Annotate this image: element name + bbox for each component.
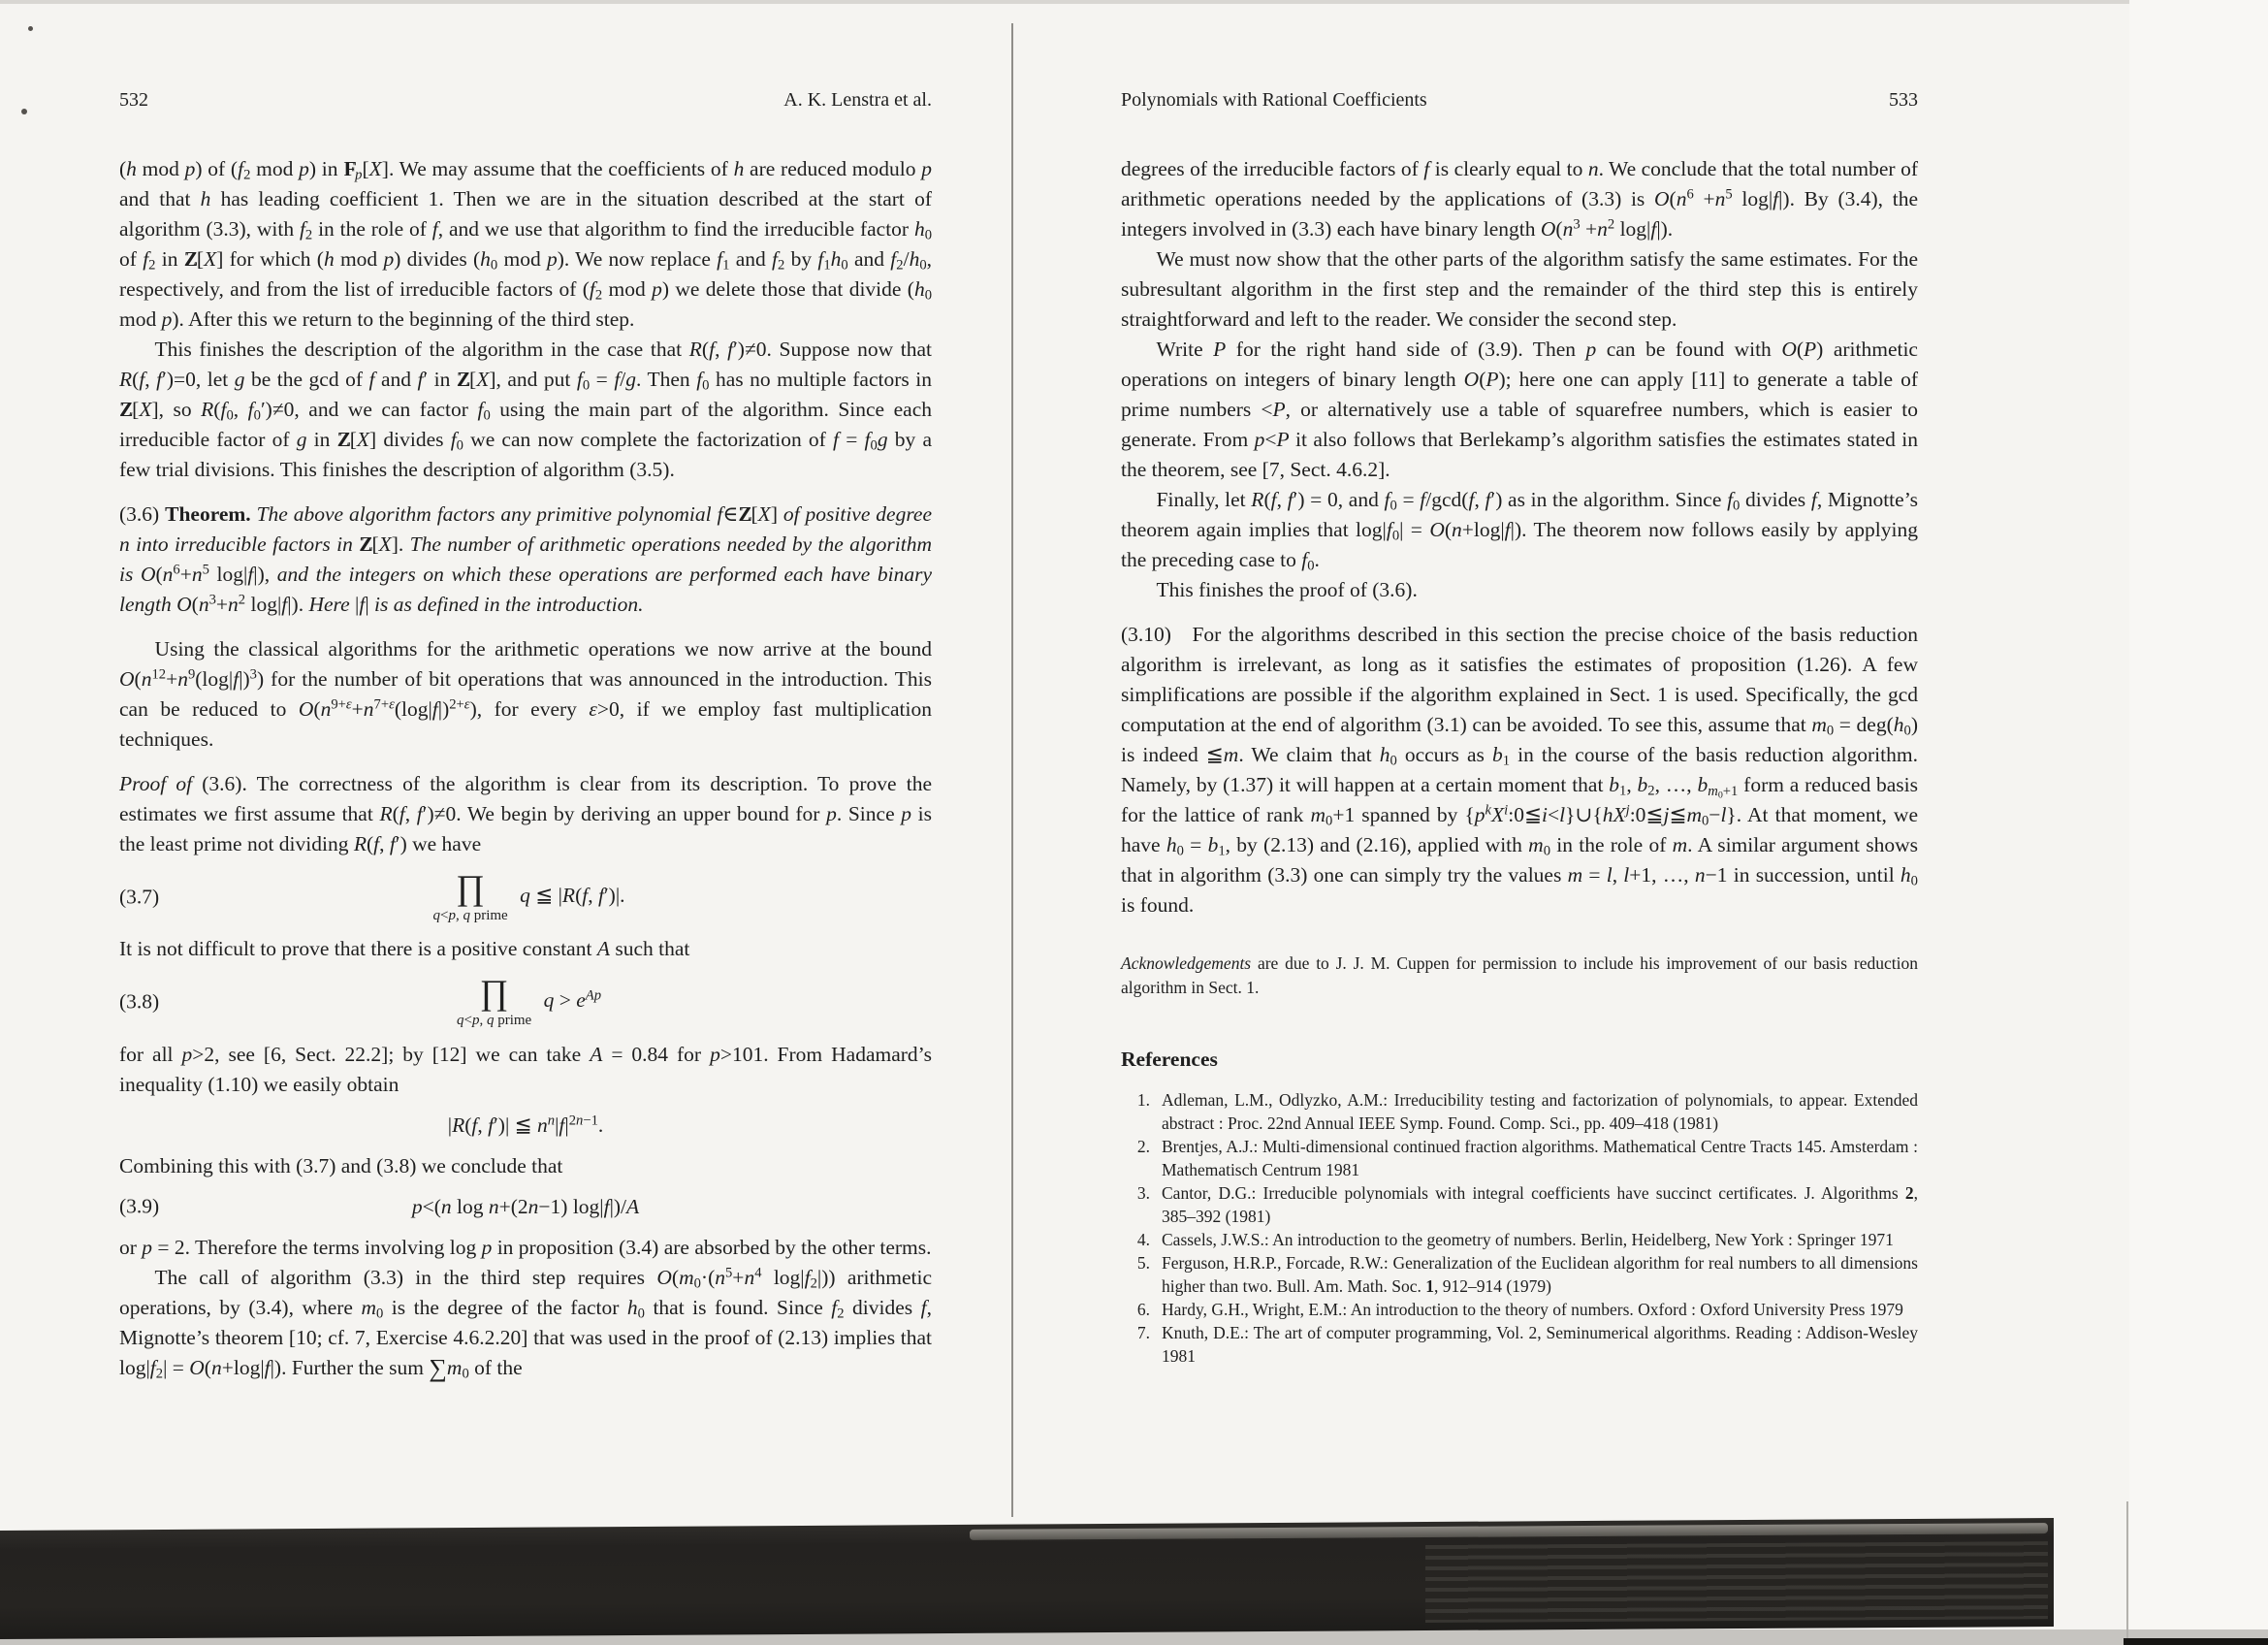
- equation-number: (3.8): [119, 989, 160, 1014]
- book-page-ridges: [1425, 1541, 2048, 1623]
- left-page-header: [119, 85, 932, 115]
- reference-number: 6.: [1136, 1300, 1150, 1319]
- reference-number: 3.: [1136, 1183, 1150, 1203]
- reference-text: Hardy, G.H., Wright, E.M.: An introduction to the theory of numbers. Oxford : Oxford University Press 1979: [1162, 1300, 1903, 1319]
- reference-item: [1121, 1181, 1918, 1228]
- reference-item: [1121, 1228, 1918, 1251]
- reference-item: [1121, 1135, 1918, 1181]
- right-page: [1121, 85, 1918, 1368]
- right-page-body: [1121, 154, 1918, 1368]
- equation-number: (3.9): [119, 1194, 160, 1218]
- book-edge-highlight: [970, 1523, 2048, 1540]
- paragraph: This finishes the proof of (3.6).: [1156, 578, 1418, 601]
- paragraph: Using the classical algorithms for the arithmetic operations we now arrive at the bound $O(n^{12}+n^9(\log|f|)^3)$ for the number of bit operations that was announced in the introduction. This can be reduced to $O(n^{9+\varepsilon}+n^{7+\varepsilon}(\log|f|)^{2+\varepsilon})$, for every ε>0, if we employ fast multiplication techniques.: [119, 637, 933, 751]
- book-edge-band: [0, 1518, 2054, 1639]
- reference-text: Cassels, J.W.S.: An introduction to the geometry of numbers. Berlin, Heidelberg, New York : Springer 1971: [1162, 1230, 1894, 1249]
- remark-3-10: (3.10) For the algorithms described in this section the precise choice of the basis reduction algorithm is irrelevant, as long as it satisfies the estimates of proposition (1.26). A few simplifications are possible if the algorithm explained in Sect. 1 is used. Specifically, the gcd computation at the end of algorithm (3.1) can be avoided. To see this, assume that $m_0 = deg(h_0)$ is indeed ≦m. We claim that $h_0$ occurs as $b_1$ in the course of the basis reduction algorithm. Namely, by (1.37) it will happen at a certain moment that $b_1$, $b_2$, …, $b_{m_0+1}$ form a reduced basis for the lattice of rank $m_0+1$ spanned by $\{p^kX^i:0≦i<l\}\cup\{hX^j:0≦j≦m_0-l\}$. At that moment, we have $h_0 = b_1$, by (2.13) and (2.16), applied with $m_0$ in the role of m. A similar argument shows that in algorithm (3.3) one can simply try the values m = l, l+1, …, n−1 in succession, until $h_0$ is found.: [1121, 623, 1919, 917]
- paragraph: Finally, let R(f, f′) = 0, and $f_0 = f/\gcd(f$, f′) as in the algorithm. Since $f_0$ divides f, Mignotte’s theorem again implies that $\log|f_0| = O(n+\log|f|)$. The theorem now follows easily by applying the preceding case to $f_0$.: [1121, 488, 1919, 574]
- paragraph: for all p>2, see [6, Sect. 22.2]; by [12] we can take A = 0.84 for p>101. From Hadamard’s inequality (1.10) we easily obtain: [119, 1042, 932, 1096]
- reference-text: Cantor, D.G.: Irreducible polynomials with integral coefficients have succinct certificates. J. Algorithms 2, 385–392 (1981): [1162, 1183, 1918, 1226]
- paragraph: Combining this with (3.7) and (3.8) we conclude that: [119, 1153, 563, 1177]
- left-page: [119, 85, 932, 1383]
- reference-item: [1121, 1088, 1918, 1135]
- left-running-head: A. K. Lenstra et al.: [783, 89, 932, 111]
- paragraph: (h mod p) of ($f_2$ mod p) in $F_p[X]$. We may assume that the coefficients of h are reduced modulo p and that h has leading coefficient 1. Then we are in the situation described at the start of algorithm (3.3), with $f_2$ in the role of f, and we use that algorithm to find the irreducible factor $h_0$ of $f_2$ in Z[X] for which (h mod p) divides ($h_0$ mod p). We now replace $f_1$ and $f_2$ by $f_1h_0$ and $f_2/h_0$, respectively, and from the list of irreducible factors of ($f_2$ mod p) we delete those that divide ($h_0$ mod p). After this we return to the beginning of the third step.: [119, 157, 933, 331]
- scan-speck: [21, 109, 27, 114]
- equation: [119, 870, 932, 923]
- reference-text: Adleman, L.M., Odlyzko, A.M.: Irreducibility testing and factorization of polynomials, to appear. Extended abstract : Proc. 22nd Annual IEEE Symp. Found. Comp. Sci., pp. 409–418 (1981): [1162, 1090, 1918, 1133]
- equation-body: ∏ q<p, q prime q ≦ |R(f, f′)|.: [432, 868, 625, 923]
- reference-number: 7.: [1136, 1323, 1150, 1342]
- reference-number: 5.: [1136, 1253, 1150, 1273]
- reference-item: [1121, 1298, 1918, 1321]
- equation: [119, 975, 932, 1028]
- left-page-number: 532: [119, 89, 148, 111]
- paragraph: Write P for the right hand side of (3.9). Then p can be found with O(P) arithmetic operations on integers of binary length O(P); here one can apply [11] to generate a table of prime numbers <P, or alternatively use a table of squarefree numbers, which is easier to generate. From p<P it also follows that Berlekamp’s algorithm satisfies the estimates stated in the theorem, see [7, Sect. 4.6.2].: [1121, 338, 1918, 481]
- acknowledgements: Acknowledgements are due to J. J. M. Cuppen for permission to include his improvement of our basis reduction algorithm in Sect. 1.: [1121, 953, 1918, 997]
- references-list: [1121, 1088, 1918, 1368]
- equation-body: p<(n log n+(2n−1) log|f|)/A: [411, 1194, 640, 1218]
- scan-corner-strip: [2124, 1638, 2268, 1645]
- references-heading: References: [1121, 1048, 1218, 1071]
- left-page-body: [119, 154, 932, 1383]
- reference-text: Knuth, D.E.: The art of computer programming, Vol. 2, Seminumerical algorithms. Reading : Addison-Wesley 1981: [1162, 1323, 1918, 1366]
- reference-number: 2.: [1136, 1137, 1150, 1156]
- equation: [119, 1111, 932, 1141]
- equation-body: ∏ q<p, q prime $q > e^{Ap}$: [456, 973, 601, 1029]
- equation: [119, 1192, 932, 1222]
- reference-number: 4.: [1136, 1230, 1150, 1249]
- scan-top-edge: [0, 0, 2268, 4]
- equation-body: |R(f, f′)| ≦ $n^n|f|^{2n-1}$.: [447, 1113, 604, 1137]
- right-page-number: 533: [1889, 89, 1918, 111]
- theorem-3-6: (3.6) Theorem. The above algorithm factors any primitive polynomial f∈Z[X] of positive degree n into irreducible factors in Z[X]. The number of arithmetic operations needed by the algorithm is $O(n^6+n^5$ log|f|), and the integers on which these operations are performed each have binary length $O(n^3+n^2$ log|f|). Here |f| is as defined in the introduction.: [119, 502, 932, 616]
- paragraph: degrees of the irreducible factors of f is clearly equal to n. We conclude that the total number of arithmetic operations needed by the applications of (3.3) is $O(n^6 +n^5$ log|f|). By (3.4), the integers involved in (3.3) each have binary length $O(n^3 +n^2$ log|f|).: [1121, 157, 1918, 241]
- scan-speck: [28, 26, 33, 31]
- reference-text: Ferguson, H.R.P., Forcade, R.W.: Generalization of the Euclidean algorithm for real numbers to all dimensions higher than two. Bull. Am. Math. Soc. 1, 912–914 (1979): [1162, 1253, 1918, 1296]
- reference-text: Brentjes, A.J.: Multi-dimensional continued fraction algorithms. Mathematical Centre Tracts 145. Amsterdam : Mathematisch Centrum 1981: [1162, 1137, 1918, 1179]
- paragraph: It is not difficult to prove that there is a positive constant A such that: [119, 937, 690, 961]
- reference-number: 1.: [1136, 1090, 1150, 1110]
- scan-right-margin: [2129, 0, 2268, 1645]
- proof-3-6: Proof of (3.6). The correctness of the algorithm is clear from its description. To prove the estimates we first assume that R(f, f′)≠0. We begin by deriving an upper bound for p. Since p is the least prime not dividing R(f, f′) we have: [119, 772, 933, 855]
- paragraph: The call of algorithm (3.3) in the third step requires $O(m_0\cdot(n^5+n^4$ $\log|f_2|$)) arithmetic operations, by (3.4), where $m_0$ is the degree of the factor $h_0$ that is found. Since $f_2$ divides f, Mignotte’s theorem [10; cf. 7, Exercise 4.6.2.20] that was used in the proof of (2.13) implies that $\log|f_2| = O(n+\log|f|)$. Further the sum $\sum m_0$ of the: [119, 1265, 933, 1382]
- paragraph: We must now show that the other parts of the algorithm satisfy the same estimates. For the subresultant algorithm in the first step and the remainder of the third step this is entirely straightforward and left to the reader. We consider the second step.: [1121, 247, 1918, 331]
- right-running-head: Polynomials with Rational Coefficients: [1121, 89, 1427, 111]
- page-gutter-line: [1011, 23, 1013, 1517]
- reference-item: [1121, 1321, 1918, 1368]
- right-page-header: [1121, 85, 1918, 115]
- paragraph: This finishes the description of the algorithm in the case that R(f, f′)≠0. Suppose now that R(f, f′)=0, let g be the gcd of f and f′ in Z[X], and put $f_0 = f/g$. Then $f_0$ has no multiple factors in Z[X], so $R(f_0$, $f_0')\ne 0$, and we can factor $f_0$ using the main part of the algorithm. Since each irreducible factor of g in Z[X] divides $f_0$ we can now complete the factorization of $f = f_0g$ by a few trial divisions. This finishes the description of algorithm (3.5).: [119, 338, 933, 481]
- page-edge-line: [2126, 1501, 2128, 1641]
- reference-item: [1121, 1251, 1918, 1298]
- equation-number: (3.7): [119, 885, 160, 909]
- paragraph: or p = 2. Therefore the terms involving log p in proposition (3.4) are absorbed by the other terms.: [119, 1235, 932, 1259]
